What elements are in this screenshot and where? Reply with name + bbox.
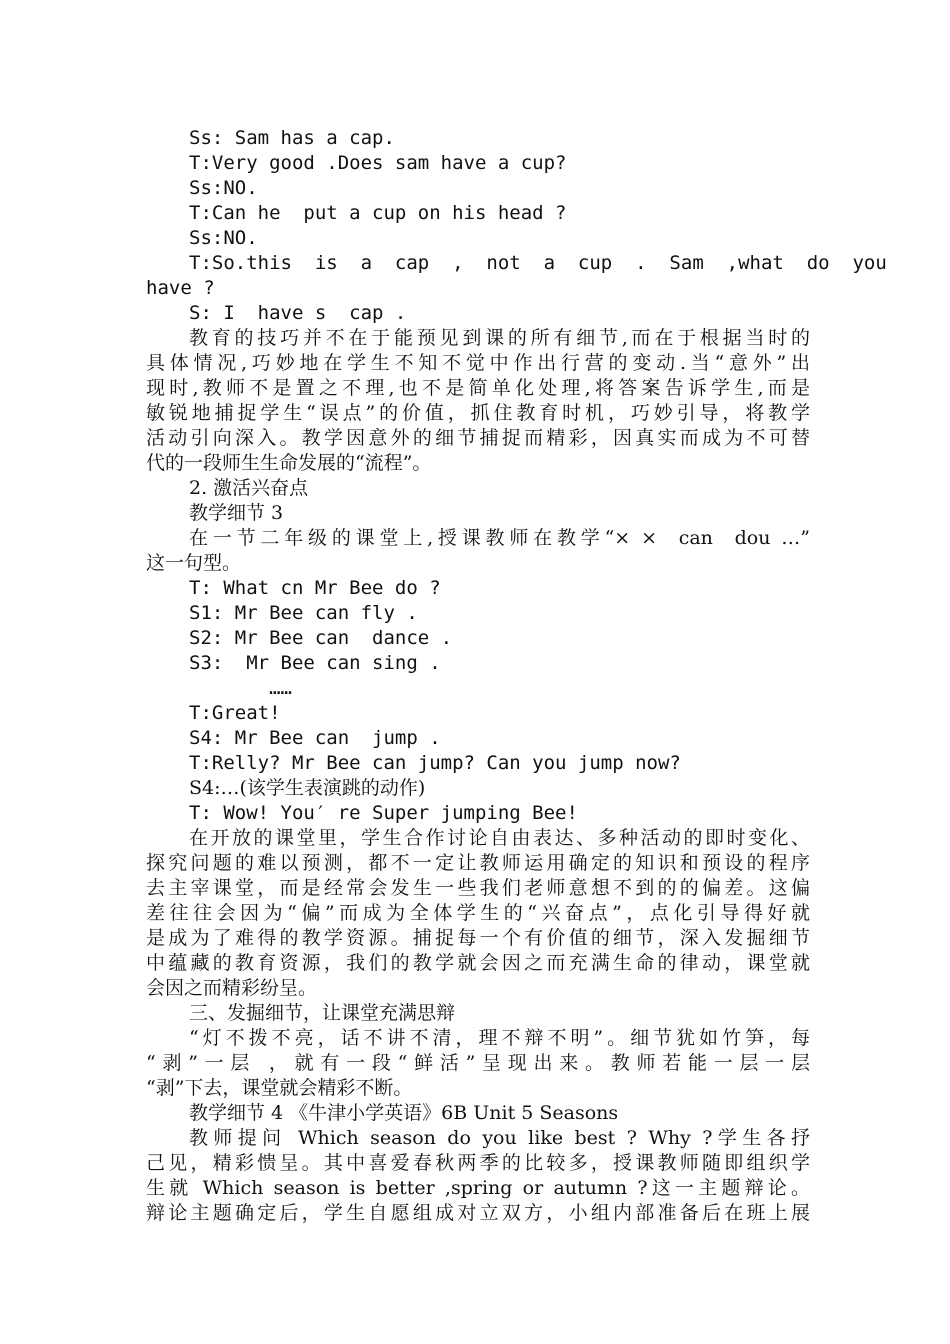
dialogue-line: Ss: Sam has a cap. (189, 127, 395, 149)
dialogue-line: T: Wow! You′ re Super jumping Bee! (189, 802, 578, 824)
dialogue-line: T: What cn Mr Bee do ? (189, 577, 441, 599)
dialogue-line: …… (189, 677, 292, 699)
subsection-heading: 教学细节 3 (189, 502, 284, 524)
dialogue-line: S: I have s cap . (189, 302, 407, 324)
paragraph-line: 在开放的课堂里，学生合作讨论自由表达、多种活动的即时变化、 (189, 827, 810, 849)
section-heading: 三、发掘细节，让课堂充满思辩 (189, 1002, 456, 1024)
dialogue-line: T:Very good .Does sam have a cup? (189, 152, 567, 174)
dialogue-line: T:Can he put a cup on his head ? (189, 202, 567, 224)
subsection-heading: 教学细节 4 《牛津小学英语》6B Unit 5 Seasons (189, 1102, 619, 1124)
dialogue-line: Ss:NO. (189, 227, 258, 249)
paragraph-line: 生就 Which season is better ,spring or autumn ?这一主题辩论。 (146, 1177, 810, 1199)
paragraph-line: 敏锐地捕捉学生“误点”的价值，抓住教育时机，巧妙引导，将教学 (146, 402, 810, 424)
dialogue-line: have ? (146, 277, 215, 299)
paragraph-line: “剥”下去，课堂就会精彩不断。 (146, 1077, 413, 1099)
dialogue-line: S4:…(该学生表演跳的动作) (189, 777, 426, 799)
paragraph-line: 辩论主题确定后，学生自愿组成对立双方，小组内部准备后在班上展 (146, 1202, 810, 1224)
dialogue-line: S2: Mr Bee can dance . (189, 627, 453, 649)
paragraph-line: 这一句型。 (146, 552, 242, 574)
paragraph-line: 教育的技巧并不在于能预见到课的所有细节,而在于根据当时的 (189, 327, 810, 349)
paragraph-line: 去主宰课堂，而是经常会发生一些我们老师意想不到的的偏差。这偏 (146, 877, 810, 899)
paragraph-line: “灯不拨不亮，话不讲不清，理不辩不明”。细节犹如竹笋，每 (189, 1027, 810, 1049)
paragraph-line: 教师提问 Which season do you like best ? Why ?学生各抒 (189, 1127, 810, 1149)
paragraph-line: 己见，精彩愦呈。其中喜爱春秋两季的比较多，授课教师随即组织学 (146, 1152, 810, 1174)
paragraph-line: 探究问题的难以预测，都不一定让教师运用确定的知识和预设的程序 (146, 852, 810, 874)
paragraph-line: “剥”一层 ，就有一段“鲜活”呈现出来。教师若能一层一层 (146, 1052, 810, 1074)
dialogue-line: Ss:NO. (189, 177, 258, 199)
paragraph-line: 会因之而精彩纷呈。 (146, 977, 318, 999)
paragraph-line: 在一节二年级的课堂上,授课教师在教学“× × can dou …” (189, 527, 810, 549)
paragraph-line: 是成为了难得的教学资源。捕捉每一个有价值的细节，深入发掘细节 (146, 927, 810, 949)
dialogue-line: T:So.this is a cap , not a cup . Sam ,what do you (189, 252, 887, 274)
dialogue-line: T:Great! (189, 702, 281, 724)
dialogue-line: S3: Mr Bee can sing . (189, 652, 441, 674)
paragraph-line: 中蕴藏的教育资源，我们的教学就会因之而充满生命的律动，课堂就 (146, 952, 810, 974)
dialogue-line: S4: Mr Bee can jump . (189, 727, 441, 749)
section-heading: 2. 激活兴奋点 (189, 477, 309, 499)
dialogue-line: S1: Mr Bee can fly . (189, 602, 418, 624)
paragraph-line: 代的一段师生生命发展的“流程”。 (146, 452, 432, 474)
paragraph-line: 活动引向深入。教学因意外的细节捕捉而精彩，因真实而成为不可替 (146, 427, 810, 449)
dialogue-line: T:Relly? Mr Bee can jump? Can you jump now? (189, 752, 681, 774)
paragraph-line: 现时,教师不是置之不理,也不是简单化处理,将答案告诉学生,而是 (146, 377, 810, 399)
paragraph-line: 差往往会因为“偏”而成为全体学生的“兴奋点”，点化引导得好就 (146, 902, 810, 924)
paragraph-line: 具体情况,巧妙地在学生不知不觉中作出行营的变动.当“意外”出 (146, 352, 810, 374)
